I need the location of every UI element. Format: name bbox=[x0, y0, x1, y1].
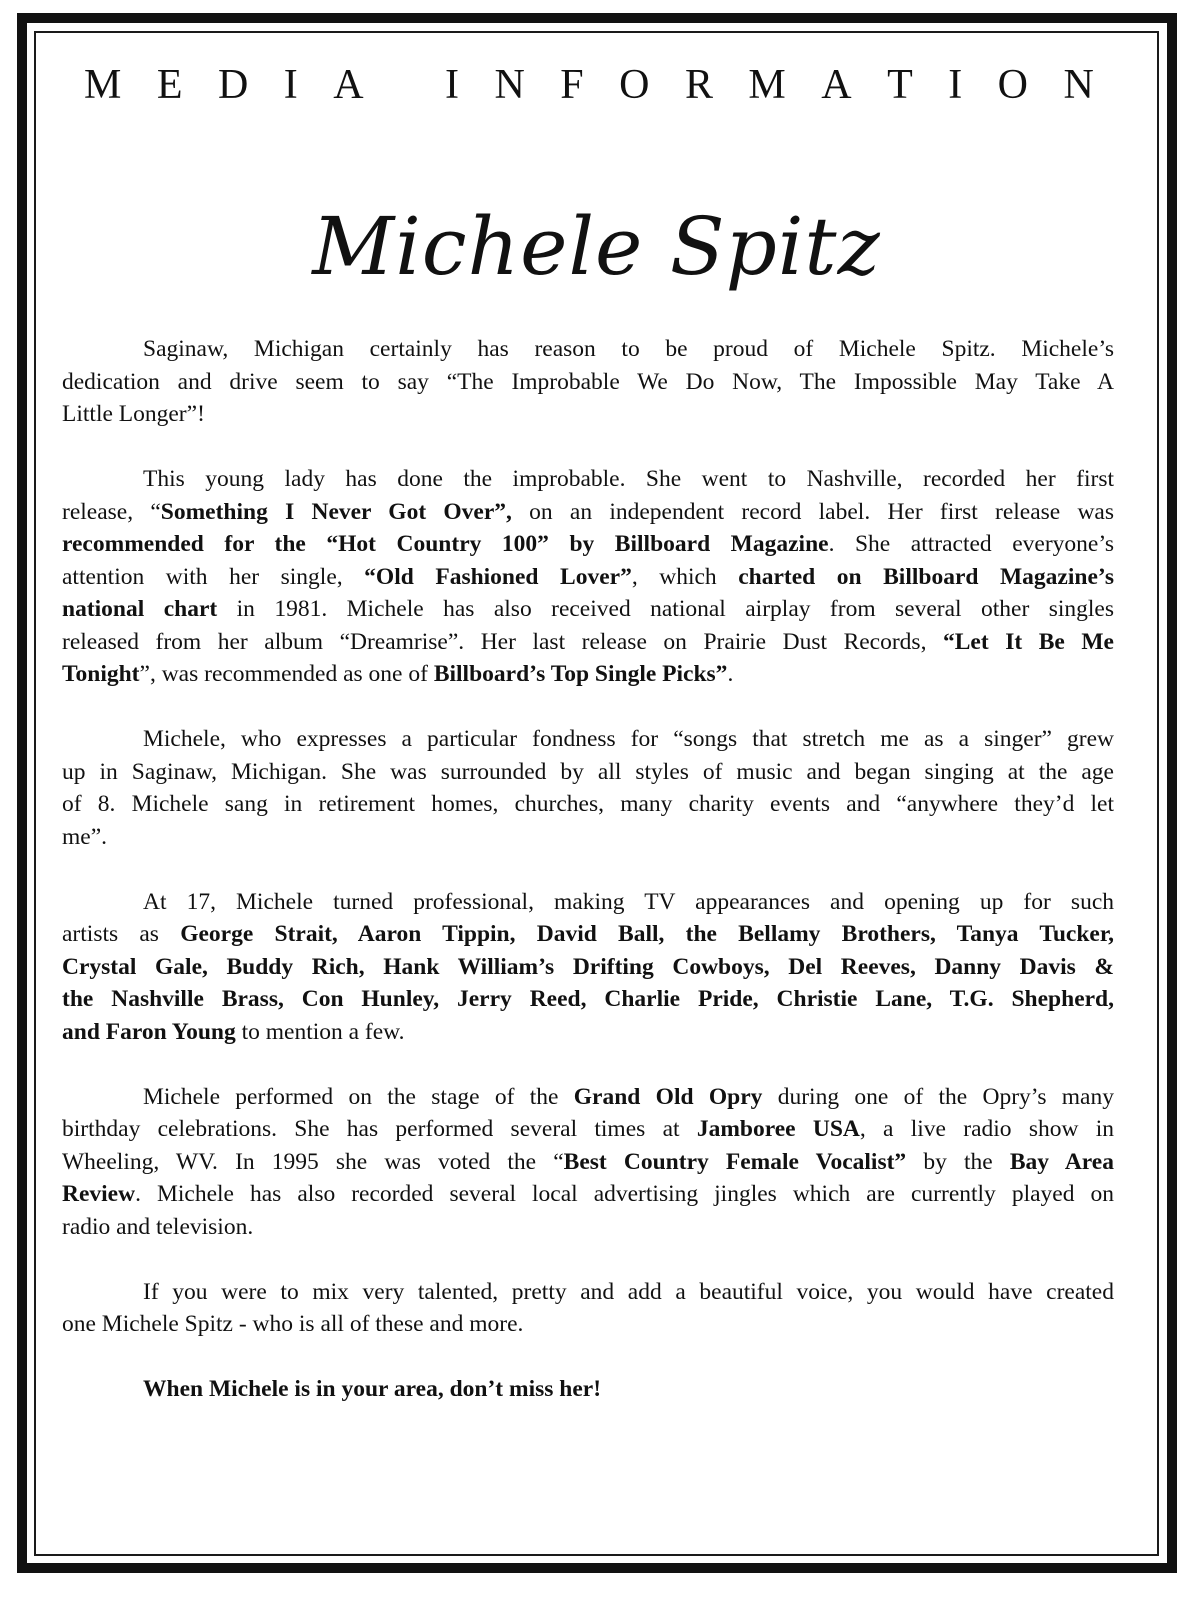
bold-text: Jamboree USA bbox=[696, 1116, 860, 1142]
heading-letter: F bbox=[560, 62, 584, 108]
bold-text: Best Country Female Vocalist” bbox=[563, 1148, 907, 1175]
heading-letter: I bbox=[445, 62, 460, 108]
text-run: ”, was recommended as one of bbox=[139, 661, 434, 687]
paragraph bbox=[62, 886, 1114, 1049]
text-line bbox=[62, 333, 1114, 366]
bold-text: and Faron Young bbox=[62, 1018, 236, 1045]
text-run: , a live radio show in bbox=[859, 1116, 1114, 1142]
heading-letter: T bbox=[887, 62, 913, 108]
heading-letter: D bbox=[217, 62, 249, 108]
text-line bbox=[62, 821, 1114, 854]
bold-text: “Old Fashioned Lover” bbox=[364, 563, 632, 590]
biography-body bbox=[62, 333, 1114, 1438]
bold-text: Something I Never Got Over”, bbox=[160, 498, 512, 525]
text-run: in 1981. Michele has also received national airplay from several other singles bbox=[217, 596, 1115, 622]
text-run: released from her album “Dreamrise”. Her last release on Prairie Dust Records, bbox=[62, 628, 943, 655]
text-line bbox=[62, 398, 1114, 431]
heading-letter: O bbox=[619, 62, 650, 108]
text-run: release, “ bbox=[62, 498, 161, 525]
text-run: me”. bbox=[62, 823, 108, 850]
artist-name-title: Michele Spitz bbox=[312, 200, 881, 293]
text-run: Michele performed on the stage of the bbox=[143, 1083, 574, 1110]
text-line bbox=[62, 1113, 1114, 1146]
bold-text: When Michele is in your area, don’t miss her! bbox=[143, 1376, 602, 1402]
bold-text: Billboard’s Top Single Picks” bbox=[433, 661, 728, 687]
text-line bbox=[62, 593, 1114, 626]
bold-text: the Nashville Brass, Con Hunley, Jerry Reed, Charlie Pride, Christie Lane, T.G. Shepherd, bbox=[62, 986, 1114, 1012]
heading-letter: I bbox=[948, 62, 963, 108]
text-line bbox=[62, 1373, 1114, 1406]
text-run: radio and television. bbox=[62, 1213, 254, 1240]
text-line bbox=[62, 658, 1114, 691]
bold-text: recommended for the “Hot Country 100” by Billboard Magazine bbox=[62, 531, 829, 557]
heading-letter: R bbox=[684, 62, 713, 108]
paragraph bbox=[62, 333, 1114, 431]
media-information-heading bbox=[62, 60, 1114, 110]
text-run: to mention a few. bbox=[235, 1018, 405, 1045]
bold-text: “Let It Be Me bbox=[943, 628, 1114, 655]
bold-text: Grand Old Opry bbox=[573, 1083, 763, 1110]
heading-letter: O bbox=[997, 62, 1028, 108]
text-line bbox=[62, 561, 1114, 594]
text-run: . She attracted everyone’s bbox=[828, 531, 1114, 557]
text-line bbox=[62, 1211, 1114, 1244]
text-run: Saginaw, Michigan certainly has reason to be proud of Michele Spitz. Michele’s bbox=[143, 336, 1114, 362]
text-run: one Michele Spitz - who is all of these and more. bbox=[62, 1311, 524, 1337]
heading-letter: N bbox=[1063, 62, 1094, 108]
text-run: At 17, Michele turned professional, making TV appearances and opening up for such bbox=[143, 888, 1114, 915]
text-run: , which bbox=[631, 563, 739, 590]
text-line bbox=[62, 1081, 1114, 1114]
heading-letter: I bbox=[283, 62, 298, 108]
bold-text: charted on Billboard Magazine’s bbox=[738, 563, 1114, 590]
text-line bbox=[62, 1308, 1114, 1341]
text-line bbox=[62, 756, 1114, 789]
bold-text: Bay Area bbox=[1009, 1148, 1114, 1175]
heading-word-gap bbox=[399, 60, 410, 110]
paragraph bbox=[62, 463, 1114, 691]
text-line bbox=[62, 886, 1114, 919]
bold-text: George Strait, Aaron Tippin, David Ball, the Bellamy Brothers, Tanya Tucker, bbox=[180, 921, 1114, 947]
text-line bbox=[62, 951, 1114, 984]
text-line bbox=[62, 496, 1114, 529]
bold-text: Crystal Gale, Buddy Rich, Hank William’s Drifting Cowboys, Del Reeves, Danny Davis & bbox=[62, 953, 1114, 980]
text-run: during one of the Opry’s many bbox=[762, 1083, 1114, 1110]
text-line bbox=[62, 918, 1114, 951]
text-run: birthday celebrations. She has performed several times at bbox=[62, 1116, 697, 1142]
text-run: of 8. Michele sang in retirement homes, churches, many charity events and “anywhere they’d let bbox=[62, 791, 1114, 817]
text-line bbox=[62, 788, 1114, 821]
bold-text: national chart bbox=[62, 596, 218, 622]
text-run: This young lady has done the improbable. She went to Nashville, recorded her first bbox=[143, 466, 1114, 492]
bold-text: Tonight bbox=[62, 661, 140, 687]
paragraph bbox=[62, 1276, 1114, 1341]
heading-letter: M bbox=[84, 62, 122, 108]
text-run: Michele, who expresses a particular fondness for “songs that stretch me as a singer” grew bbox=[143, 726, 1114, 752]
paragraph bbox=[62, 723, 1114, 853]
text-run: Little Longer”! bbox=[62, 401, 205, 427]
text-run: up in Saginaw, Michigan. She was surrounded by all styles of music and began singing at the age bbox=[62, 758, 1114, 785]
text-run: Wheeling, WV. In 1995 she was voted the “ bbox=[62, 1148, 564, 1175]
text-line bbox=[62, 983, 1114, 1016]
heading-letter: E bbox=[156, 62, 183, 108]
text-run: . Michele has also recorded several local advertising jingles which are currently played on bbox=[135, 1181, 1114, 1207]
paragraph bbox=[62, 1373, 1114, 1406]
bold-text: Review bbox=[62, 1181, 136, 1207]
heading-letter: A bbox=[821, 62, 852, 108]
text-line bbox=[62, 723, 1114, 756]
text-run: dedication and drive seem to say “The Improbable We Do Now, The Impossible May Take A bbox=[62, 368, 1114, 395]
text-line bbox=[62, 463, 1114, 496]
text-run: If you were to mix very talented, pretty and add a beautiful voice, you would have created bbox=[143, 1278, 1114, 1305]
text-line bbox=[62, 1276, 1114, 1309]
text-run: . bbox=[727, 661, 734, 687]
heading-letter: N bbox=[494, 62, 525, 108]
text-line bbox=[62, 626, 1114, 659]
text-run: artists as bbox=[62, 921, 181, 947]
text-line bbox=[62, 1016, 1114, 1049]
text-line bbox=[62, 1178, 1114, 1211]
text-line bbox=[62, 1146, 1114, 1179]
paragraph bbox=[62, 1081, 1114, 1244]
text-line bbox=[62, 528, 1114, 561]
heading-letter: A bbox=[333, 62, 364, 108]
text-run: on an independent record label. Her first release was bbox=[511, 498, 1115, 525]
text-line bbox=[62, 366, 1114, 399]
text-run: by the bbox=[906, 1148, 1010, 1175]
text-run: attention with her single, bbox=[62, 563, 365, 590]
heading-letter: M bbox=[748, 62, 786, 108]
